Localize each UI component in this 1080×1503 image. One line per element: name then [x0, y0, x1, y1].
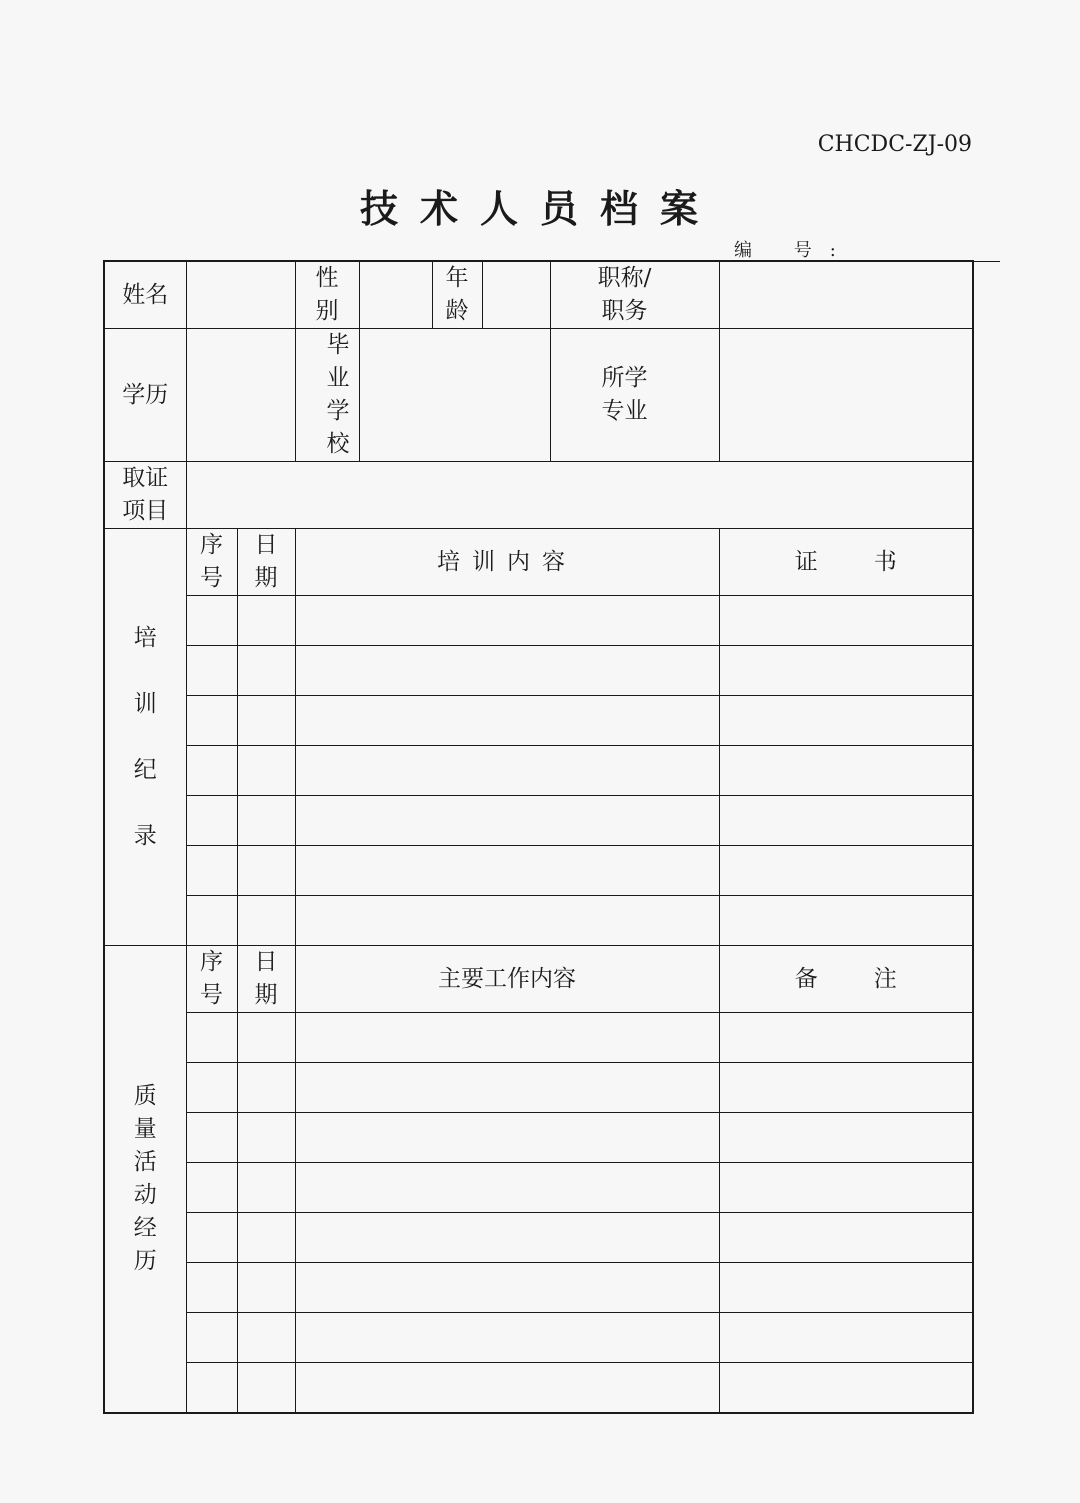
cell-content[interactable] [295, 1363, 719, 1414]
quality-header-row [104, 946, 973, 1013]
cell-content[interactable] [295, 646, 719, 696]
cell-content[interactable] [295, 1263, 719, 1313]
cell-content[interactable] [295, 1163, 719, 1213]
table-row [104, 1263, 973, 1313]
training-header-row [104, 529, 973, 596]
cell-no[interactable] [186, 1363, 237, 1414]
cell-content[interactable] [295, 896, 719, 946]
cell-no[interactable] [186, 596, 237, 646]
cell-content[interactable] [295, 796, 719, 846]
field-school[interactable] [359, 329, 550, 462]
table-row [104, 746, 973, 796]
field-major[interactable] [719, 329, 973, 462]
cell-date[interactable] [237, 1213, 295, 1263]
cell-date[interactable] [237, 1113, 295, 1163]
cell-date[interactable] [237, 796, 295, 846]
label-cert-items: 取证 项目 [104, 462, 186, 529]
table-row [104, 796, 973, 846]
section-quality-label: 质 量 活 动 经 历 [104, 946, 186, 1414]
row-education [104, 329, 973, 462]
label-major: 所学 专业 [550, 329, 719, 462]
col-date-header: 日 期 [237, 946, 295, 1013]
cell-content[interactable] [295, 696, 719, 746]
cell-date[interactable] [237, 746, 295, 796]
table-row [104, 1113, 973, 1163]
cell-certificate[interactable] [719, 846, 973, 896]
cell-no[interactable] [186, 1313, 237, 1363]
cell-certificate[interactable] [719, 796, 973, 846]
cell-date[interactable] [237, 896, 295, 946]
col-no-header: 序 号 [186, 946, 237, 1013]
cell-note[interactable] [719, 1013, 973, 1063]
cell-no[interactable] [186, 696, 237, 746]
cell-certificate[interactable] [719, 746, 973, 796]
table-row [104, 1363, 973, 1414]
cell-note[interactable] [719, 1313, 973, 1363]
archive-form-table [103, 260, 974, 1414]
cell-content[interactable] [295, 1313, 719, 1363]
cell-no[interactable] [186, 846, 237, 896]
field-title-post[interactable] [719, 261, 973, 329]
col-training-content-header: 培训内容 [295, 529, 719, 596]
table-row [104, 696, 973, 746]
cell-date[interactable] [237, 1063, 295, 1113]
cell-no[interactable] [186, 1013, 237, 1063]
cell-certificate[interactable] [719, 896, 973, 946]
cell-content[interactable] [295, 846, 719, 896]
cell-date[interactable] [237, 846, 295, 896]
cell-date[interactable] [237, 1263, 295, 1313]
label-name: 姓名 [104, 261, 186, 329]
label-title-post: 职称/ 职务 [550, 261, 719, 329]
cell-date[interactable] [237, 1363, 295, 1414]
field-cert-items[interactable] [186, 462, 973, 529]
table-row [104, 846, 973, 896]
cell-no[interactable] [186, 1213, 237, 1263]
section-training-label: 培 训 纪 录 [104, 529, 186, 946]
cell-content[interactable] [295, 1113, 719, 1163]
cell-no[interactable] [186, 1063, 237, 1113]
table-row [104, 646, 973, 696]
cell-certificate[interactable] [719, 596, 973, 646]
field-education[interactable] [186, 329, 295, 462]
cell-certificate[interactable] [719, 646, 973, 696]
table-row [104, 1013, 973, 1063]
field-gender[interactable] [359, 261, 432, 329]
cell-certificate[interactable] [719, 696, 973, 746]
col-certificate-header: 证书 [719, 529, 973, 596]
cell-content[interactable] [295, 1213, 719, 1263]
label-education: 学历 [104, 329, 186, 462]
cell-note[interactable] [719, 1363, 973, 1414]
label-age: 年 龄 [432, 261, 482, 329]
document-code: CHCDC-ZJ-09 [817, 132, 972, 157]
label-school: 毕业 学校 [295, 329, 359, 462]
cell-note[interactable] [719, 1263, 973, 1313]
table-row [104, 1313, 973, 1363]
table-row [104, 896, 973, 946]
cell-no[interactable] [186, 646, 237, 696]
field-name[interactable] [186, 261, 295, 329]
serial-number-field[interactable] [734, 236, 1000, 262]
table-row [104, 1063, 973, 1113]
cell-date[interactable] [237, 1163, 295, 1213]
col-no-header: 序 号 [186, 529, 237, 596]
cell-content[interactable] [295, 1063, 719, 1113]
cell-date[interactable] [237, 1313, 295, 1363]
cell-note[interactable] [719, 1163, 973, 1213]
cell-note[interactable] [719, 1213, 973, 1263]
cell-content[interactable] [295, 1013, 719, 1063]
cell-note[interactable] [719, 1113, 973, 1163]
cell-content[interactable] [295, 596, 719, 646]
serial-label: 编 号: [734, 240, 854, 261]
cell-content[interactable] [295, 746, 719, 796]
cell-no[interactable] [186, 1163, 237, 1213]
table-row [104, 1163, 973, 1213]
cell-no[interactable] [186, 746, 237, 796]
page-title: 技术人员档案 [359, 186, 720, 231]
col-work-content-header: 主要工作内容 [295, 946, 719, 1013]
col-date-header: 日 期 [237, 529, 295, 596]
cell-no[interactable] [186, 1113, 237, 1163]
row-basic-info [104, 261, 973, 329]
cell-no[interactable] [186, 796, 237, 846]
col-note-header: 备注 [719, 946, 973, 1013]
cell-date[interactable] [237, 696, 295, 746]
cell-note[interactable] [719, 1063, 973, 1113]
cell-no[interactable] [186, 1263, 237, 1313]
label-gender: 性 别 [295, 261, 359, 329]
cell-date[interactable] [237, 1013, 295, 1063]
cell-date[interactable] [237, 646, 295, 696]
table-row [104, 596, 973, 646]
table-row [104, 1213, 973, 1263]
cell-no[interactable] [186, 896, 237, 946]
row-cert-items [104, 462, 973, 529]
field-age[interactable] [482, 261, 550, 329]
cell-date[interactable] [237, 596, 295, 646]
